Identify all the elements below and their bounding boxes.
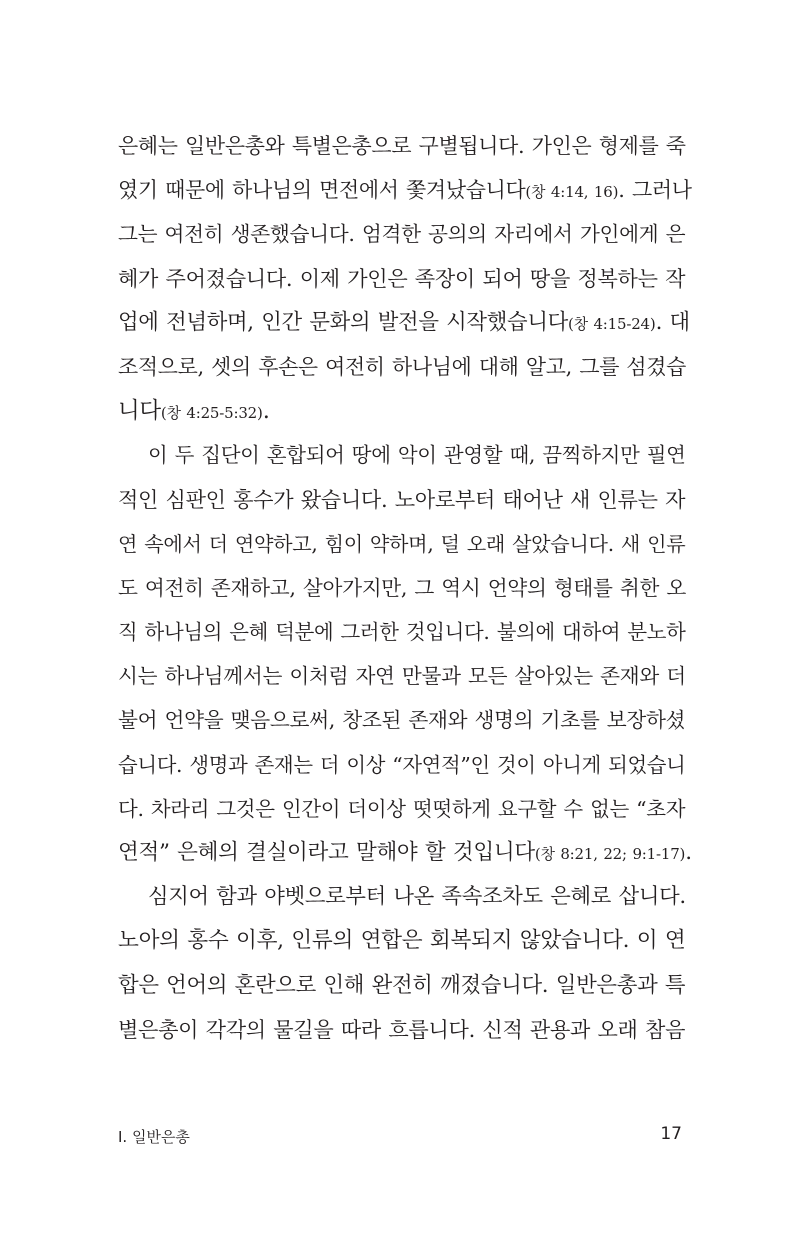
scripture-reference: (창 4:15-24): [567, 314, 656, 333]
text-line: 였기 때문에 하나님의 면전에서 쫓겨났습니다(창 4:14, 16). 그러나: [118, 178, 692, 203]
text-line: 노아의 홍수 이후, 인류의 연합은 회복되지 않았습니다. 이 연: [118, 928, 686, 954]
scripture-reference: (창 4:25-5:32): [160, 404, 263, 423]
scripture-reference: (창 4:14, 16): [525, 183, 619, 202]
text-line: 연적” 은혜의 결실이라고 말해야 할 것입니다(창 8:21, 22; 9:1-17).: [118, 840, 692, 865]
body-text: [118, 124, 692, 1052]
text-line: 다. 차라리 그것은 인간이 더이상 떳떳하게 요구할 수 없는 “초자: [118, 796, 686, 821]
page-number: 17: [660, 1124, 682, 1144]
text-line: 그는 여전히 생존했습니다. 엄격한 공의의 자리에서 가인에게 은: [118, 222, 686, 247]
text-line: 습니다. 생명과 존재는 더 이상 “자연적”인 것이 아니게 되었습니: [118, 752, 686, 777]
text-line: 직 하나님의 은혜 덕분에 그러한 것입니다. 불의에 대하여 분노하: [118, 620, 686, 645]
text-line: 시는 하나님께서는 이처럼 자연 만물과 모든 살아있는 존재와 더: [118, 664, 686, 689]
scripture-reference: (창 8:21, 22; 9:1-17): [534, 845, 686, 863]
text-line: 니다(창 4:25-5:32).: [118, 398, 270, 425]
text-line: 적인 심판인 홍수가 왔습니다. 노아로부터 태어난 새 인류는 자: [118, 486, 686, 512]
text-line: 은혜는 일반은총와 특별은총으로 구별됩니다. 가인은 형제를 죽: [118, 134, 686, 158]
running-footer-chapter: I. 일반은총: [118, 1128, 190, 1146]
text-line: 도 여전히 존재하고, 살아가지만, 그 역시 언약의 형태를 취한 오: [118, 575, 686, 600]
text-line: 업에 전념하며, 인간 문화의 발전을 시작했습니다(창 4:15-24). 대: [118, 309, 690, 335]
text-line: 이 두 집단이 혼합되어 땅에 악이 관영할 때, 끔찍하지만 필연: [148, 443, 686, 468]
text-line: 불어 언약을 맺음으로써, 창조된 존재와 생명의 기초를 보장하셨: [118, 708, 686, 733]
text-line: 별은총이 각각의 물길을 따라 흐릅니다. 신적 관용과 오래 참음: [118, 1016, 686, 1042]
text-line: 연 속에서 더 연약하고, 힘이 약하며, 덜 오래 살았습니다. 새 인류: [118, 531, 686, 556]
text-line: 조적으로, 셋의 후손은 여전히 하나님에 대해 알고, 그를 섬겼습: [118, 354, 686, 379]
text-line: 합은 언어의 혼란으로 인해 완전히 깨졌습니다. 일반은총과 특: [118, 972, 686, 998]
text-line: 심지어 함과 야벳으로부터 나온 족속조차도 은혜로 삽니다.: [148, 884, 686, 910]
text-line: 혜가 주어졌습니다. 이제 가인은 족장이 되어 땅을 정복하는 작: [118, 265, 686, 291]
